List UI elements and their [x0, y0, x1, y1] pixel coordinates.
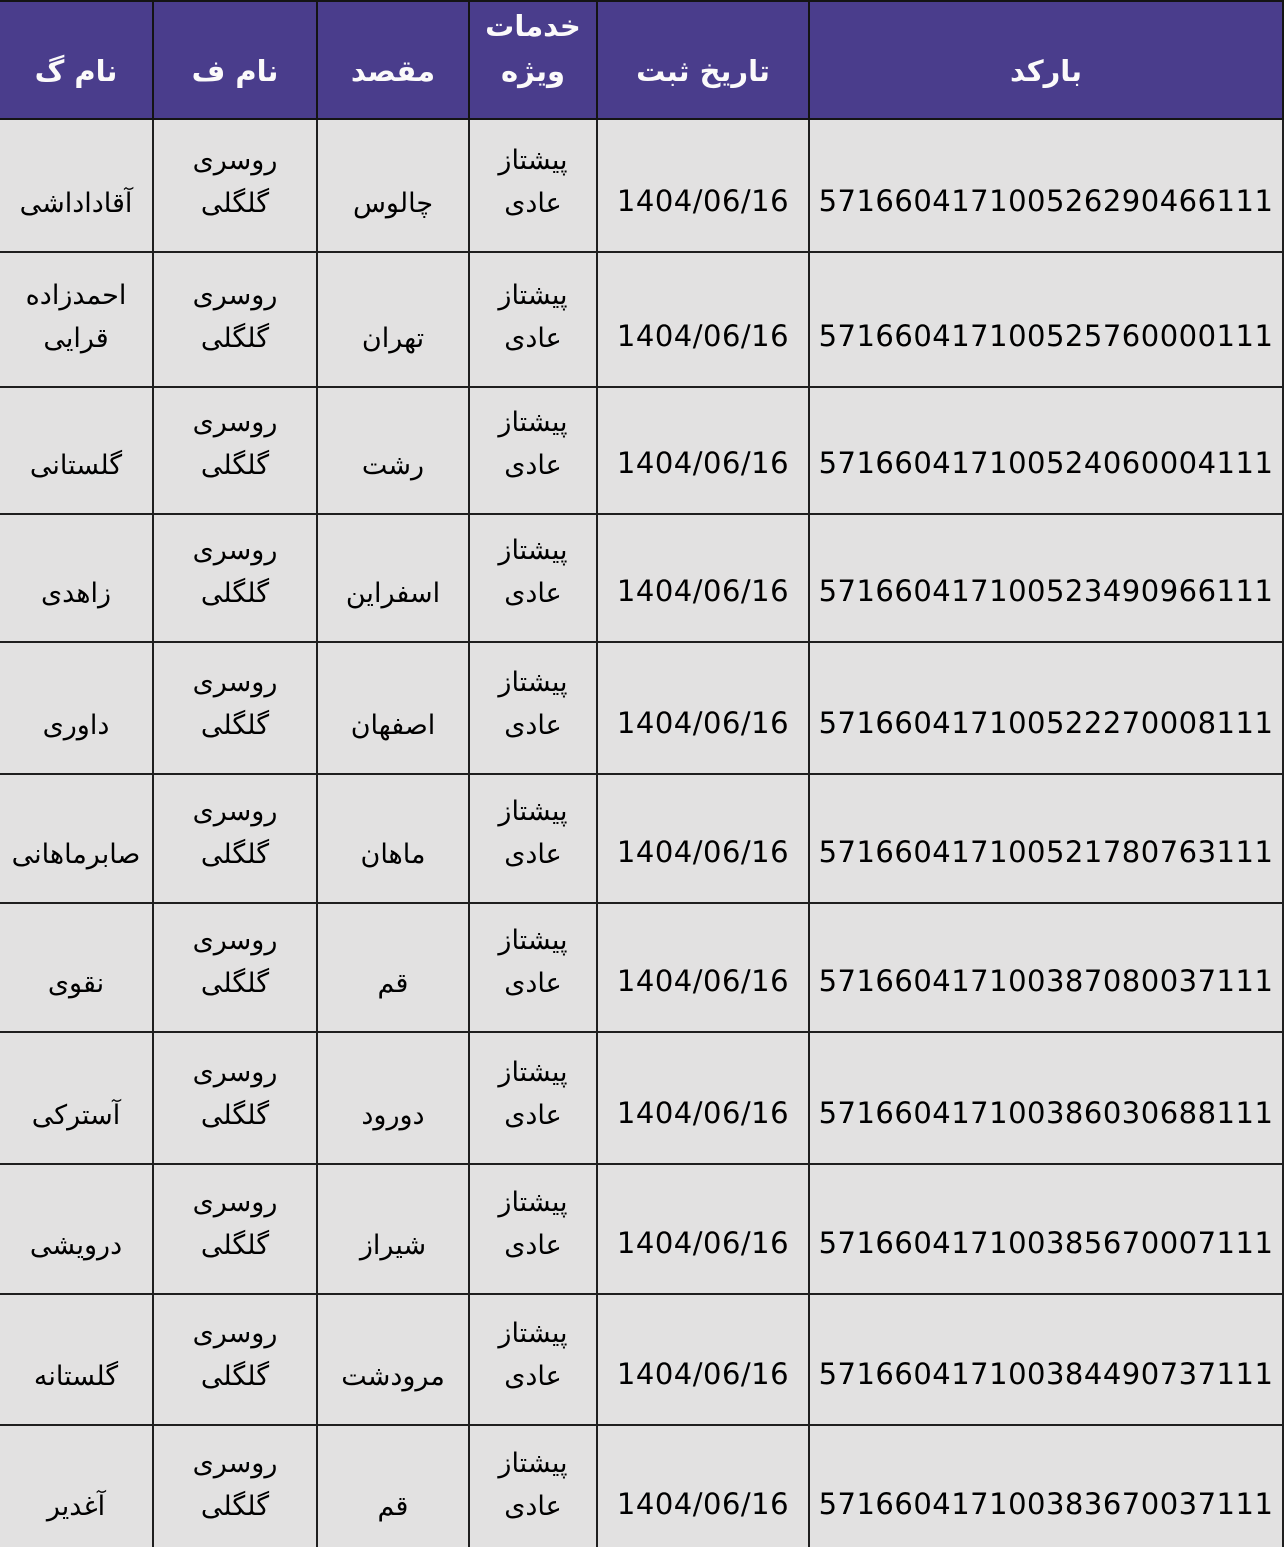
column-header-destination: مقصد [317, 1, 469, 119]
table-row [0, 252, 1283, 387]
cell-destination: شیراز [317, 1164, 469, 1294]
cell-service: پیشتاز عادی [469, 1032, 597, 1164]
cell-service: پیشتاز عادی [469, 1164, 597, 1294]
cell-date: 1404/06/16 [597, 387, 809, 514]
cell-first-name: روسری گلگلی [153, 1425, 317, 1547]
cell-barcode: 571660417100386030688111 [809, 1032, 1283, 1164]
table-row [0, 1032, 1283, 1164]
cell-last-name: داوری [0, 642, 153, 774]
table-row [0, 1425, 1283, 1547]
cell-last-name: گلستانی [0, 387, 153, 514]
cell-date: 1404/06/16 [597, 514, 809, 642]
cell-destination: قم [317, 1425, 469, 1547]
cell-date: 1404/06/16 [597, 1164, 809, 1294]
table-row [0, 642, 1283, 774]
cell-service: پیشتاز عادی [469, 119, 597, 252]
cell-first-name: روسری گلگلی [153, 252, 317, 387]
cell-service: پیشتاز عادی [469, 252, 597, 387]
cell-date: 1404/06/16 [597, 119, 809, 252]
table-row [0, 774, 1283, 903]
cell-first-name: روسری گلگلی [153, 119, 317, 252]
cell-first-name: روسری گلگلی [153, 387, 317, 514]
table-row [0, 119, 1283, 252]
cell-service: پیشتاز عادی [469, 903, 597, 1032]
column-header-first-name: نام ف [153, 1, 317, 119]
cell-date: 1404/06/16 [597, 252, 809, 387]
column-header-last-name: نام گ [0, 1, 153, 119]
table-row [0, 1294, 1283, 1425]
cell-service: پیشتاز عادی [469, 1294, 597, 1425]
cell-barcode: 571660417100525760000111 [809, 252, 1283, 387]
table-row [0, 1164, 1283, 1294]
cell-barcode: 571660417100385670007111 [809, 1164, 1283, 1294]
cell-last-name: آغدیر [0, 1425, 153, 1547]
cell-barcode: 571660417100522270008111 [809, 642, 1283, 774]
cell-last-name: گلستانه [0, 1294, 153, 1425]
cell-barcode: 571660417100387080037111 [809, 903, 1283, 1032]
cell-last-name: درویشی [0, 1164, 153, 1294]
cell-barcode: 571660417100524060004111 [809, 387, 1283, 514]
cell-date: 1404/06/16 [597, 642, 809, 774]
cell-destination: چالوس [317, 119, 469, 252]
cell-destination: قم [317, 903, 469, 1032]
cell-last-name: صابرماهانی [0, 774, 153, 903]
table-row [0, 903, 1283, 1032]
cell-first-name: روسری گلگلی [153, 642, 317, 774]
cell-last-name: آسترکی [0, 1032, 153, 1164]
cell-service: پیشتاز عادی [469, 1425, 597, 1547]
cell-destination: اصفهان [317, 642, 469, 774]
column-header-barcode: بارکد [809, 1, 1283, 119]
cell-first-name: روسری گلگلی [153, 1032, 317, 1164]
column-header-service: خدمات ویژه [469, 1, 597, 119]
table-row [0, 387, 1283, 514]
cell-service: پیشتاز عادی [469, 387, 597, 514]
table-row [0, 514, 1283, 642]
cell-service: پیشتاز عادی [469, 774, 597, 903]
cell-destination: دورود [317, 1032, 469, 1164]
cell-destination: تهران [317, 252, 469, 387]
cell-last-name: نقوی [0, 903, 153, 1032]
cell-first-name: روسری گلگلی [153, 1164, 317, 1294]
cell-service: پیشتاز عادی [469, 642, 597, 774]
cell-destination: ماهان [317, 774, 469, 903]
column-header-date: تاریخ ثبت [597, 1, 809, 119]
cell-barcode: 571660417100384490737111 [809, 1294, 1283, 1425]
cell-barcode: 571660417100526290466111 [809, 119, 1283, 252]
cell-first-name: روسری گلگلی [153, 774, 317, 903]
cell-date: 1404/06/16 [597, 774, 809, 903]
cell-destination: اسفراین [317, 514, 469, 642]
cell-barcode: 571660417100383670037111 [809, 1425, 1283, 1547]
cell-barcode: 571660417100523490966111 [809, 514, 1283, 642]
header-row [0, 1, 1283, 119]
cell-service: پیشتاز عادی [469, 514, 597, 642]
cell-last-name: زاهدی [0, 514, 153, 642]
cell-date: 1404/06/16 [597, 1294, 809, 1425]
cell-barcode: 571660417100521780763111 [809, 774, 1283, 903]
cell-first-name: روسری گلگلی [153, 903, 317, 1032]
cell-first-name: روسری گلگلی [153, 514, 317, 642]
cell-last-name: احمدزاده قرایی [0, 252, 153, 387]
cell-last-name: آقاداداشی [0, 119, 153, 252]
table-body [0, 119, 1283, 1547]
cell-first-name: روسری گلگلی [153, 1294, 317, 1425]
cell-date: 1404/06/16 [597, 903, 809, 1032]
cell-date: 1404/06/16 [597, 1425, 809, 1547]
cell-date: 1404/06/16 [597, 1032, 809, 1164]
cell-destination: رشت [317, 387, 469, 514]
cell-destination: مرودشت [317, 1294, 469, 1425]
